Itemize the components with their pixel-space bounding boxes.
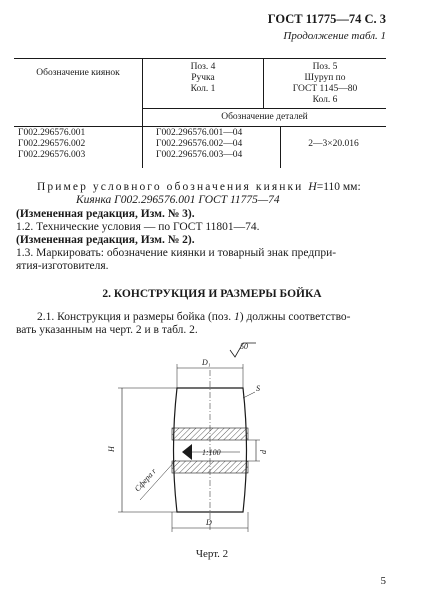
clause-1-3: 1.3. Маркировать: обозначение киянки и товарный знак предпри- xyxy=(16,247,337,259)
edit-note-2: (Измененная редакция, Изм. № 2). xyxy=(16,234,195,246)
col-head-designation: Обозначение киянок xyxy=(36,68,120,78)
clause-1-2: 1.2. Технические условия — по ГОСТ 11801—74. xyxy=(16,221,260,233)
table-continuation: Продолжение табл. 1 xyxy=(283,30,386,42)
clause-2-1-cont: вать указанным на черт. 2 и в табл. 2. xyxy=(16,324,198,336)
svg-text:D: D xyxy=(206,518,212,527)
svg-text:H: H xyxy=(107,446,116,452)
page-header: ГОСТ 11775—74 С. 3 xyxy=(267,12,386,26)
svg-text:S: S xyxy=(256,384,260,393)
parts-table xyxy=(14,58,386,168)
svg-text:d: d xyxy=(259,450,268,454)
svg-text:D₁: D₁ xyxy=(202,358,211,367)
roughness-symbol xyxy=(230,342,256,357)
edit-note-3: (Измененная редакция, Изм. № 3). xyxy=(16,208,195,220)
svg-text:1:100: 1:100 xyxy=(202,448,221,457)
clause-1-3-cont: ятия-изготовителя. xyxy=(16,260,109,272)
col-head-handle: Поз. 4 Ручка Кол. 1 xyxy=(190,62,216,94)
example-line: Пример условного обозначения киянки H=110 мм: xyxy=(37,181,361,193)
example-value: Киянка Г002.296576.001 ГОСТ 11775—74 xyxy=(76,194,280,206)
head-drawing xyxy=(80,340,320,545)
clause-2-1: 2.1. Конструкция и размеры бойка (поз. 1) должны соответство- xyxy=(37,311,351,323)
svg-text:50: 50 xyxy=(240,342,248,351)
page-number: 5 xyxy=(380,575,386,587)
section-title: 2. КОНСТРУКЦИЯ И РАЗМЕРЫ БОЙКА xyxy=(102,288,322,300)
screw-value: 2—3×20.016 xyxy=(308,139,359,149)
table-row-part: Г002.296576.001—04 Г002.296576.002—04 Г002.296576.003—04 xyxy=(156,128,243,160)
col-head-screw: Поз. 5 Шуруп по ГОСТ 1145—80 Кол. 6 xyxy=(292,62,358,105)
subhead-part-designation: Обозначение деталей xyxy=(221,112,308,122)
svg-text:Сфера r: Сфера r xyxy=(132,466,159,494)
table-row: Г002.296576.001 Г002.296576.002 Г002.296576.003 xyxy=(18,128,86,160)
figure-caption: Черт. 2 xyxy=(195,548,229,560)
